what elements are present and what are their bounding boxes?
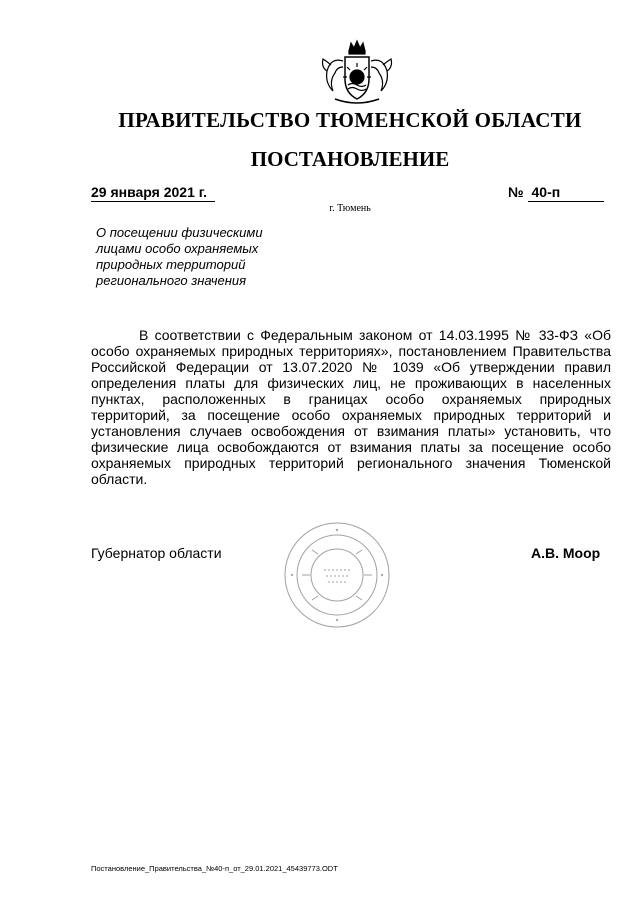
body-line: В соответствии с Федеральным законом от 14.03.1995 № 33-ФЗ «Об bbox=[139, 327, 611, 343]
city-label: г. Тюмень bbox=[329, 203, 371, 214]
body-line: области. bbox=[91, 471, 148, 487]
body-line: территорий, за посещение особо охраняемых природных территорий и bbox=[91, 407, 611, 423]
number-value: 40-п bbox=[528, 183, 604, 202]
body-line: Российской Федерации от 13.07.2020 № 1039 «Об утверждении правил bbox=[91, 359, 611, 375]
body-line: установления случаев освобождения от взимания платы» установить, что bbox=[91, 423, 611, 439]
document-type-title: ПОСТАНОВЛЕНИЕ bbox=[250, 147, 450, 171]
official-stamp-icon bbox=[282, 520, 392, 630]
body-line: пунктах, расположенных в границах особо охраняемых природных bbox=[91, 391, 611, 407]
document-number bbox=[508, 183, 605, 202]
body-line: определения платы для физических лиц, не проживающих в населенных bbox=[91, 375, 611, 391]
subject-line: О посещении физическими bbox=[96, 225, 263, 240]
signer-position: Губернатор области bbox=[91, 545, 222, 561]
number-sign: № bbox=[508, 184, 524, 200]
document-subject bbox=[96, 225, 296, 289]
coat-of-arms-icon bbox=[317, 37, 397, 107]
footer-filename: Постановление_Правительства_№40-п_от_29.01.2021_45439773.ODT bbox=[91, 864, 338, 873]
subject-line: регионального значения bbox=[96, 273, 247, 288]
body-line: физические лица освобождаются от взимания платы за посещение особо bbox=[91, 439, 611, 455]
organization-title: ПРАВИТЕЛЬСТВО ТЮМЕНСКОЙ ОБЛАСТИ bbox=[118, 108, 582, 132]
body-line: особо охраняемых природных территориях», постановлением Правительства bbox=[91, 343, 611, 359]
document-date: 29 января 2021 г. bbox=[91, 183, 215, 202]
signer-name: А.В. Моор bbox=[531, 545, 601, 561]
subject-line: лицами особо охраняемых bbox=[96, 241, 259, 256]
document-body bbox=[91, 327, 611, 487]
subject-line: природных территорий bbox=[96, 257, 246, 272]
body-line: охраняемых природных территорий регионального значения Тюменской bbox=[91, 455, 611, 471]
